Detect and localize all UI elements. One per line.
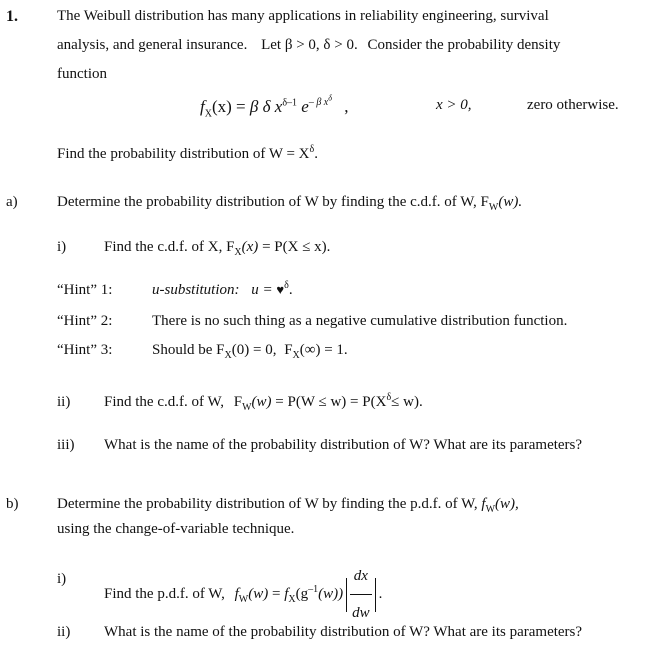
part-a-F-arg: (w). xyxy=(498,194,523,210)
part-a-ii-eq2-sup: δ xyxy=(386,392,392,403)
part-a-F-sub: W xyxy=(488,202,499,213)
part-a-iii-text: What is the name of the probability distribution of W? What are its parameters? xyxy=(104,437,583,453)
hint-1-label: “Hint” 1: xyxy=(57,282,113,298)
part-b-i-rhs-f: f xyxy=(284,585,289,602)
density-coef-sup: δ–1 xyxy=(282,97,298,109)
part-a-ii-F-sub: W xyxy=(242,402,252,413)
part-a-i-F-arg: (x) xyxy=(241,239,259,255)
part-b-i-f-arg: (w) xyxy=(248,585,269,602)
density-exp-sup: – β x xyxy=(308,97,329,109)
hint-3-expr1: F xyxy=(216,342,225,358)
density-exp-sup-sup: δ xyxy=(328,94,332,104)
part-b-line-2: using the change-of-variable technique. xyxy=(57,521,295,537)
problem-number: 1. xyxy=(6,8,18,25)
abs-bar-left xyxy=(346,578,347,612)
part-b-label: b) xyxy=(6,496,19,512)
part-b-ii-text: What is the name of the probability distribution of W? What are its parameters? xyxy=(104,624,583,640)
part-b-i-eq: = xyxy=(271,585,281,602)
density-otherwise: zero otherwise. xyxy=(527,97,619,113)
part-b-ii-label: ii) xyxy=(57,624,71,640)
hint-1-sup: δ xyxy=(284,280,289,291)
part-b-i-f-sub: W xyxy=(238,593,249,605)
derivative-fraction xyxy=(350,559,372,630)
part-a-ii-text-body: Find the c.d.f. of W, xyxy=(104,394,224,410)
part-b-i-rhs-sub: X xyxy=(288,593,296,605)
hint-3-label: “Hint” 3: xyxy=(57,342,113,358)
part-a-text-body: Determine the probability distribution of W by finding the c.d.f. of W, xyxy=(57,194,477,210)
density-comma: , xyxy=(344,97,349,116)
part-a-label: a) xyxy=(6,194,18,210)
part-a-i-rhs: = P(X ≤ x). xyxy=(262,239,331,255)
hint-3-body: Should be xyxy=(152,342,213,358)
part-a-ii-text xyxy=(104,392,423,413)
part-a-iii-label: iii) xyxy=(57,437,75,453)
hint-2-label: “Hint” 2: xyxy=(57,313,113,329)
hint-1-body: u-substitution: xyxy=(152,282,240,298)
part-b-i-rhs-arg2: (w)) xyxy=(318,585,344,602)
part-b-i-rhs-sup: –1 xyxy=(308,583,319,595)
heart-icon: ♥ xyxy=(276,282,285,297)
density-domain: x > 0, xyxy=(436,97,472,113)
intro-line-2-text: analysis, and general insurance. xyxy=(57,37,248,53)
hint-3-expr2-rest: (∞) = 1. xyxy=(299,342,348,358)
hint-3-text xyxy=(152,342,348,361)
hint-3-expr1-rest: (0) = 0, xyxy=(231,342,277,358)
density-lhs-arg: (x) xyxy=(211,97,232,116)
part-a-ii-eq2: = P(X xyxy=(350,394,387,410)
part-a-ii-label: ii) xyxy=(57,394,71,410)
part-b-line-1 xyxy=(57,496,519,515)
intro-line-2 xyxy=(57,38,560,53)
part-a-i-F-sub: X xyxy=(234,247,242,258)
intro-let: Let xyxy=(261,37,282,53)
find-line-var-sup: δ xyxy=(309,144,315,155)
find-line-end: . xyxy=(314,146,318,162)
part-a-i-text-body: Find the c.d.f. of X, xyxy=(104,239,223,255)
part-b-i-rhs-arg1: (g xyxy=(295,585,309,602)
part-a-i-label: i) xyxy=(57,239,67,255)
part-a-i-text xyxy=(104,239,331,258)
density-formula xyxy=(200,94,349,120)
abs-bar-right xyxy=(375,578,376,612)
part-b-f: f xyxy=(481,496,486,512)
hint-3-expr1-sub: X xyxy=(224,350,232,361)
part-b-i-text-body: Find the p.d.f. of W, xyxy=(104,585,225,602)
part-a-ii-eq2-end: ≤ w). xyxy=(391,394,423,410)
hint-1-text xyxy=(152,280,293,298)
part-a-ii-F-arg: (w) xyxy=(251,394,272,410)
part-b-f-sub: W xyxy=(485,504,496,515)
hint-1-end: . xyxy=(288,282,293,298)
intro-line-3: function xyxy=(57,66,107,82)
part-b-i-f: f xyxy=(234,585,239,602)
find-line xyxy=(57,144,318,162)
density-coef: β δ x xyxy=(249,97,283,116)
hint-3-expr2: F xyxy=(284,342,293,358)
hint-3-expr2-sub: X xyxy=(292,350,300,361)
intro-line-1: The Weibull distribution has many applications in reliability engineering, survival xyxy=(57,8,549,24)
density-eq: = xyxy=(236,97,246,116)
intro-condition: β > 0, δ > 0. xyxy=(284,37,358,53)
part-b-f-arg: (w), xyxy=(495,496,519,512)
part-b-i-text xyxy=(104,559,382,630)
density-lhs: f xyxy=(200,97,205,116)
frac-denominator: dw xyxy=(352,605,370,621)
part-a-ii-F: F xyxy=(233,394,243,410)
hint-1-math: u = xyxy=(251,282,273,298)
part-a-i-F: F xyxy=(226,239,235,255)
part-a-text xyxy=(57,194,523,213)
density-lhs-sub: X xyxy=(204,108,212,120)
find-line-text: Find the probability distribution of xyxy=(57,146,266,162)
find-line-var: W = X xyxy=(268,146,310,162)
part-b-i-label: i) xyxy=(57,571,67,587)
part-a-F: F xyxy=(480,194,489,210)
hint-2-text: There is no such thing as a negative cumulative distribution function. xyxy=(152,313,568,329)
part-b-line-1-text: Determine the probability distribution of W by finding the p.d.f. of W, xyxy=(57,496,478,512)
intro-line-2-tail: Consider the probability density xyxy=(367,37,561,53)
density-exp-base: e xyxy=(301,97,309,116)
part-a-ii-eq1: = P(W ≤ w) xyxy=(275,394,347,410)
frac-numerator: dx xyxy=(350,559,372,595)
part-b-i-end: . xyxy=(378,585,383,602)
